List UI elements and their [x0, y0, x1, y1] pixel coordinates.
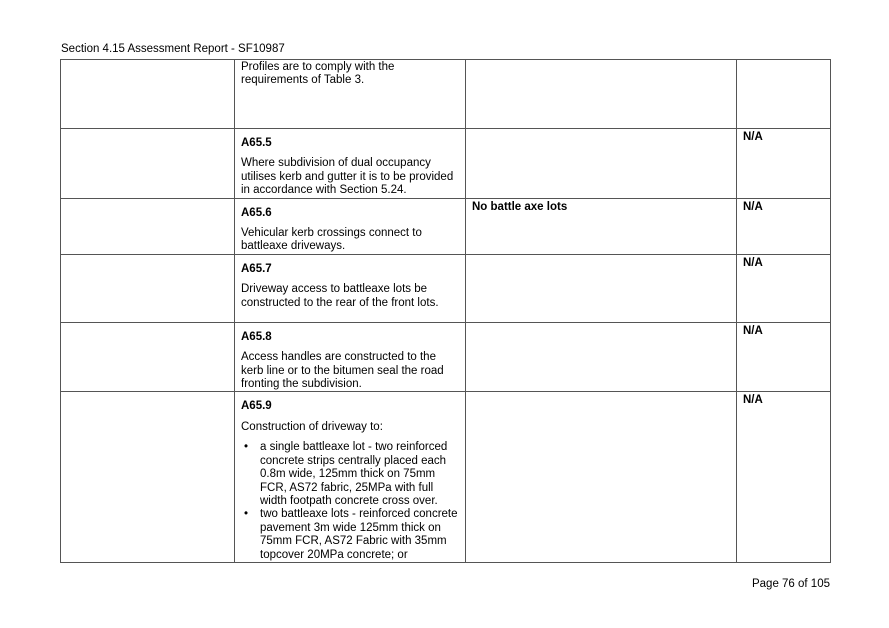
clause-code: A65.8: [241, 330, 272, 343]
blank-cell: [61, 322, 235, 392]
comment-cell: [466, 60, 737, 129]
table-row: [61, 60, 831, 129]
requirement-cell: [235, 322, 466, 392]
requirement-text: Driveway access to battleaxe lots be constructed to the rear of the front lots.: [241, 283, 439, 309]
blank-cell: [61, 60, 235, 129]
status-cell: [737, 60, 831, 129]
blank-cell: [61, 254, 235, 322]
table-row: [61, 322, 831, 392]
bullet-icon: •: [243, 441, 249, 454]
table-row: [61, 129, 831, 199]
status-cell: N/A: [737, 129, 831, 199]
table-row: [61, 392, 831, 562]
comment-cell: No battle axe lots: [466, 198, 737, 254]
requirement-text: Construction of driveway to:: [241, 420, 383, 433]
status-cell: N/A: [737, 392, 831, 562]
assessment-table: [60, 59, 831, 563]
clause-code: A65.6: [241, 206, 272, 219]
clause-code: A65.7: [241, 262, 272, 275]
comment-cell: [466, 129, 737, 199]
requirement-text: Profiles are to comply with the requirements of Table 3.: [241, 61, 395, 87]
comment-cell: [466, 392, 737, 562]
blank-cell: [61, 129, 235, 199]
requirement-text: Where subdivision of dual occupancy utilises kerb and gutter it is to be provided in accordance with Section 5.24.: [241, 157, 454, 197]
requirement-cell: [235, 198, 466, 254]
page-number: Page 76 of 105: [751, 578, 830, 590]
table-row: [61, 198, 831, 254]
requirement-cell: [235, 392, 466, 562]
requirement-cell: [235, 129, 466, 199]
list-item-text: a single battleaxe lot - two reinforced concrete strips centrally placed each 0.8m wide, 125mm thick on 75mm FCR, AS72 fabric, 25MPa with full width footpath concrete cross over.: [260, 441, 448, 507]
bullet-list: [241, 441, 459, 562]
list-item-text: two battleaxe lots - reinforced concrete pavement 3m wide 125mm thick on 75mm FCR, AS72 Fabric with 35mm topcover 20MPa concrete; or: [260, 508, 458, 561]
status-cell: N/A: [737, 322, 831, 392]
comment-cell: [466, 322, 737, 392]
status-cell: N/A: [737, 198, 831, 254]
list-item: [243, 508, 459, 562]
comment-cell: [466, 254, 737, 322]
blank-cell: [61, 198, 235, 254]
requirement-cell: [235, 60, 466, 129]
clause-code: A65.5: [241, 137, 272, 149]
table-row: [61, 254, 831, 322]
status-cell: N/A: [737, 254, 831, 322]
list-item: [243, 441, 459, 508]
blank-cell: [61, 392, 235, 562]
requirement-text: Access handles are constructed to the kerb line or to the bitumen seal the road fronting the subdivision.: [241, 351, 444, 391]
requirement-text: Vehicular kerb crossings connect to battleaxe driveways.: [241, 227, 422, 253]
bullet-icon: •: [243, 508, 249, 521]
clause-code: A65.9: [241, 400, 272, 413]
requirement-cell: [235, 254, 466, 322]
page-header: Section 4.15 Assessment Report - SF10987: [61, 43, 285, 55]
